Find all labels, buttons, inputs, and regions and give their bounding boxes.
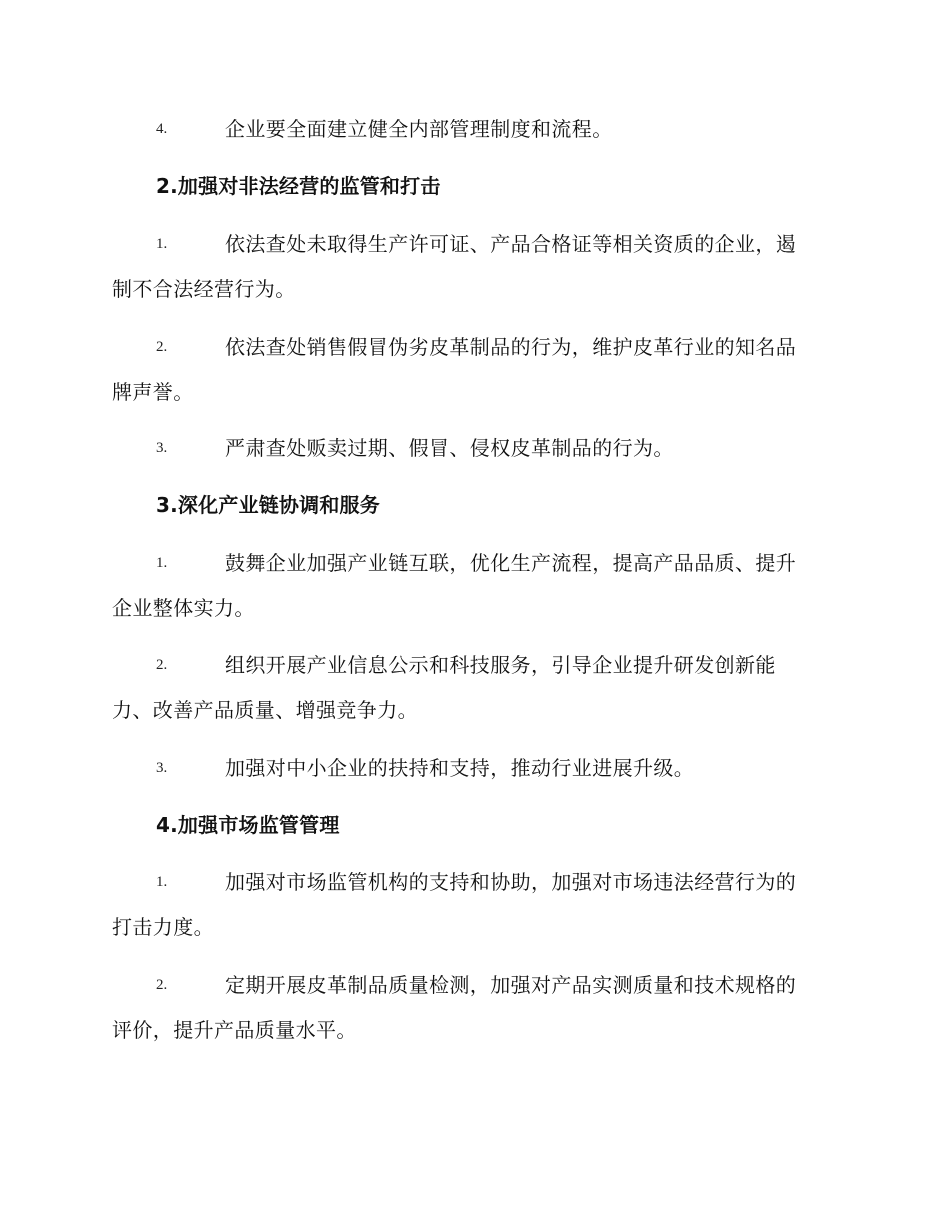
item-text: 加强对中小企业的扶持和支持，推动行业进展升级。 [225,756,695,780]
item-text: 严肃查处贩卖过期、假冒、侵权皮革制品的行为。 [225,436,674,460]
item-text: 企业要全面建立健全内部管理制度和流程。 [225,117,613,141]
item-number: 3. [156,440,168,456]
item-text-continued: 企业整体实力。 [112,596,255,620]
section-heading: 2.加强对非法经营的监管和打击 [156,174,441,198]
item-text-continued: 力、改善产品质量、增强竞争力。 [112,698,418,722]
item-text-continued: 打击力度。 [112,915,214,939]
item-text: 依法查处未取得生产许可证、产品合格证等相关资质的企业，遏 [225,232,797,256]
item-number: 4. [156,121,168,137]
item-number: 1. [156,236,168,252]
item-text: 组织开展产业信息公示和科技服务，引导企业提升研发创新能 [225,653,776,677]
section-heading: 4.加强市场监管管理 [156,813,340,837]
item-number: 2. [156,339,168,355]
item-text: 依法查处销售假冒伪劣皮革制品的行为，维护皮革行业的知名品 [225,335,797,359]
item-number: 1. [156,874,168,890]
item-number: 3. [156,760,168,776]
item-number: 1. [156,555,168,571]
section-heading: 3.深化产业链协调和服务 [156,493,380,517]
item-text: 加强对市场监管机构的支持和协助，加强对市场违法经营行为的 [225,870,797,894]
item-text-continued: 制不合法经营行为。 [112,277,296,301]
item-text-continued: 牌声誉。 [112,380,194,404]
item-number: 2. [156,657,168,673]
item-text: 定期开展皮革制品质量检测，加强对产品实测质量和技术规格的 [225,973,797,997]
item-text-continued: 评价，提升产品质量水平。 [112,1018,357,1042]
item-text: 鼓舞企业加强产业链互联，优化生产流程，提高产品品质、提升 [225,551,797,575]
item-number: 2. [156,977,168,993]
